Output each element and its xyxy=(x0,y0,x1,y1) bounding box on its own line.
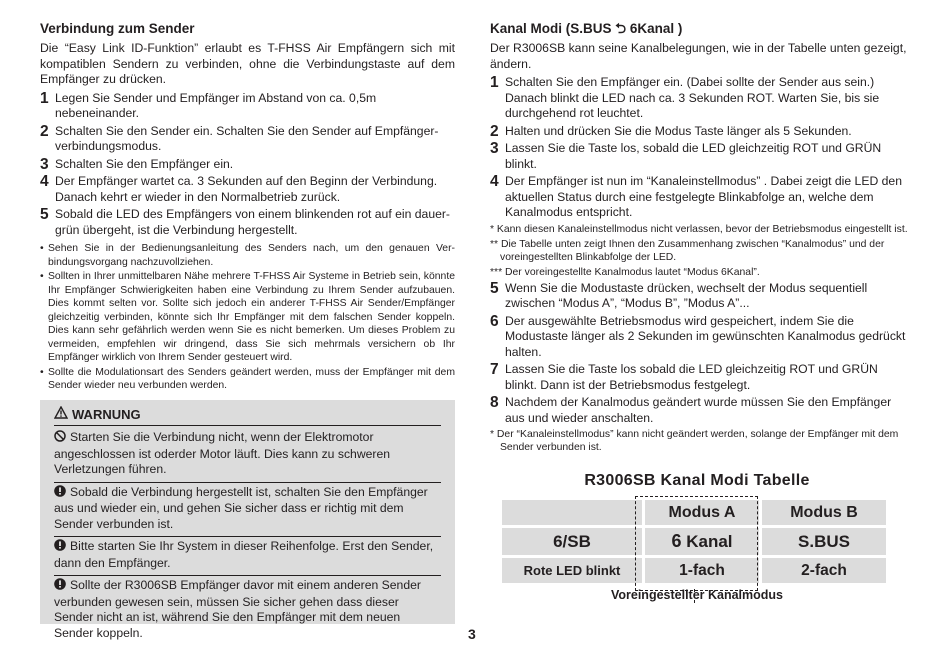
exclamation-icon xyxy=(54,485,66,502)
page-number: 3 xyxy=(468,626,476,642)
step-item: 4 Der Empfänger ist nun im “Kanaleinstellmodus” . Dabei zeigt die LED den aktuellen Status durch eine festgelegte Blinkabfolge an, welche dem Kanalmodus entspricht. xyxy=(490,173,902,219)
notes-list xyxy=(40,242,455,393)
warning-box xyxy=(40,400,455,640)
table-caption: Voreingestellter Kanalmodus xyxy=(610,588,784,602)
step-item: 2 Halten und drücken Sie die Modus Taste länger als 5 Sekunden. xyxy=(490,122,852,140)
warning-item: Bitte starten Sie Ihr System in dieser Reihenfolge. Erst den Sender, dann den Empfänger. xyxy=(54,537,441,576)
step-item: 3 Schalten Sie den Empfänger ein. xyxy=(40,155,234,173)
warning-triangle-icon xyxy=(54,406,68,423)
right-column xyxy=(490,20,912,456)
step-item: 5 Sobald die LED des Empfängers von einem blinkenden rot auf ein dauer-grün übergeht, ist die Verbindung hergestellt. xyxy=(40,206,450,237)
warning-item: Starten Sie die Verbindung nicht, wenn der Elektromotor angeschlossen ist oderder Motor läuft. Dies kann zu schweren Verletzungen führen. xyxy=(54,428,441,483)
step-item: 7 Lassen Sie die Taste los sobald die LED gleichzeitig ROT und GRÜN blinkt. Dann ist der Betriebsmodus festgelegt. xyxy=(490,361,878,392)
exclamation-icon xyxy=(54,539,66,556)
step-item: 6 Der ausgewählte Betriebsmodus wird gespeichert, indem Sie die Modustaste länger als 2 Sekunden im gewünschten Kanalmodus gedrückt halten. xyxy=(490,312,906,359)
prohibition-icon xyxy=(54,430,66,447)
step-item: 1 Legen Sie Sender und Empfänger im Abstand von ca. 0,5m nebeneinander. xyxy=(40,89,377,120)
table-row xyxy=(502,558,886,583)
table-header-cell: Modus A xyxy=(645,500,759,525)
default-mode-pointer xyxy=(694,589,695,603)
step-item: 1 Schalten Sie den Empfänger ein. (Dabei sollte der Sender aus sein.) Danach blinkt die LED nach ca. 3 Sekunden ROT. Warten Sie, bis sie durchgehend rot leuchtet. xyxy=(490,74,880,120)
warning-title: WARNUNG xyxy=(72,407,141,422)
step-item: 4 Der Empfänger wartet ca. 3 Sekunden auf den Beginn der Verbindung. Danach kehrt er wieder in den Normalbetrieb zurück. xyxy=(40,173,438,204)
intro-paragraph: Der R3006SB kann seine Kanalbelegungen, wie in der Tabelle unten gezeigt, ändern. xyxy=(490,41,907,71)
table-row xyxy=(502,528,886,555)
table-cell: 6 Kanal xyxy=(645,528,759,555)
intro-paragraph: Die “Easy Link ID-Funktion” erlaubt es T-FHSS Air Empfängern sich mit kompatiblen Sendern zu verbinden, ohne die Verbindungstaste auf dem Empfänger zu drücken. xyxy=(40,41,455,86)
warning-item: Sobald die Verbindung hergestellt ist, schalten Sie den Empfänger aus und wieder ein, und gehen Sie sicher dass er richtig mit dem Sender verbunden ist. xyxy=(54,483,441,538)
table-cell xyxy=(502,500,642,525)
table-cell: 2-fach xyxy=(762,558,886,583)
section-heading-connection: Verbindung zum Sender xyxy=(40,21,195,36)
table-title: R3006SB Kanal Modi Tabelle xyxy=(584,472,810,489)
table-row xyxy=(502,500,886,525)
left-column xyxy=(40,20,455,394)
list-item: • Sollten in Ihrer unmittelbaren Nähe mehrere T-FHSS Air Systeme in Betrieb sein, könnte Ihr Empfänger Schwierigkeiten haben eine Verbindung zu Ihrem Sender aufzubauen. Dies kommt selten vor. Sollte sich jedoch ein anderer T-FHSS Air Sender/Empfänger gleichzeitig verbinden, könnte sich Ihr Empfänger mit dem falschen Sender koppeln. Dies kann sehr gefährlich werden wenn Sie es nicht bemerken. Um dieses Problem zu vermeiden, empfehlen wir dringend, dass Sie sich mehrmals versichern ob Ihr Empfänger wirklich von Ihrem Sender gesteuert wird. xyxy=(40,270,455,365)
table-cell: S.BUS xyxy=(762,528,886,555)
step-item: 5 Wenn Sie die Modustaste drücken, wechselt der Modus sequentiell zwischen “Modus A”, “Modus B”, ”Modus A”... xyxy=(490,279,868,310)
table-header-cell: Modus B xyxy=(762,500,886,525)
exclamation-icon xyxy=(54,578,66,595)
table-cell: 1-fach xyxy=(645,558,759,583)
list-item: • Sollte die Modulationsart des Senders geändert werden, muss der Empfänger mit dem Sender wieder neu verbunden werden. xyxy=(40,366,455,393)
footnote: * Der “Kanaleinstellmodus” kann nicht geändert werden, solange der Empfänger mit dem Sender verbunden ist. xyxy=(490,429,899,453)
footnote: ** Die Tabelle unten zeigt Ihnen den Zusammenhang zwischen “Kanalmodus” und der voreingestellten Blinkabfolge der LED. xyxy=(490,238,885,263)
channel-mode-table xyxy=(502,472,892,602)
mode-table xyxy=(499,497,889,586)
footnote: * Kann diesen Kanaleinstellmodus nicht verlassen, bevor der Betriebsmodus eingestellt ist. xyxy=(490,223,908,235)
list-item: • Sehen Sie in der Bedienungsanleitung des Senders nach, um den genauen Ver-bindungsvorgang nachzuvollziehen. xyxy=(40,242,455,269)
step-item: 2 Schalten Sie den Sender ein. Schalten Sie den Sender auf Empfänger-verbindungsmodus. xyxy=(40,122,439,153)
warning-item: Sollte der R3006SB Empfänger davor mit einem anderen Sender verbunden gewesen sein, müssen Sie sicher gehen dass dieser Sender nicht an ist, während Sie den Empfänger mit dem neuen Sender koppeln. xyxy=(54,578,421,640)
footnote: *** Der voreingestellte Kanalmodus lautet “Modus 6Kanal”. xyxy=(490,266,760,278)
step-item: 3 Lassen Sie die Taste los, sobald die LED gleichzeitig ROT und GRÜN blinkt. xyxy=(490,140,882,171)
section-heading-channel-modes: Kanal Modi (S.BUS ⮌ 6Kanal ) xyxy=(490,21,683,36)
warning-header xyxy=(54,406,441,426)
step-item: 8 Nachdem der Kanalmodus geändert wurde müssen Sie den Empfänger aus und wieder anschalten. xyxy=(490,394,892,425)
table-row-label: Rote LED blinkt xyxy=(502,558,642,583)
table-row-label: 6/SB xyxy=(502,528,642,555)
